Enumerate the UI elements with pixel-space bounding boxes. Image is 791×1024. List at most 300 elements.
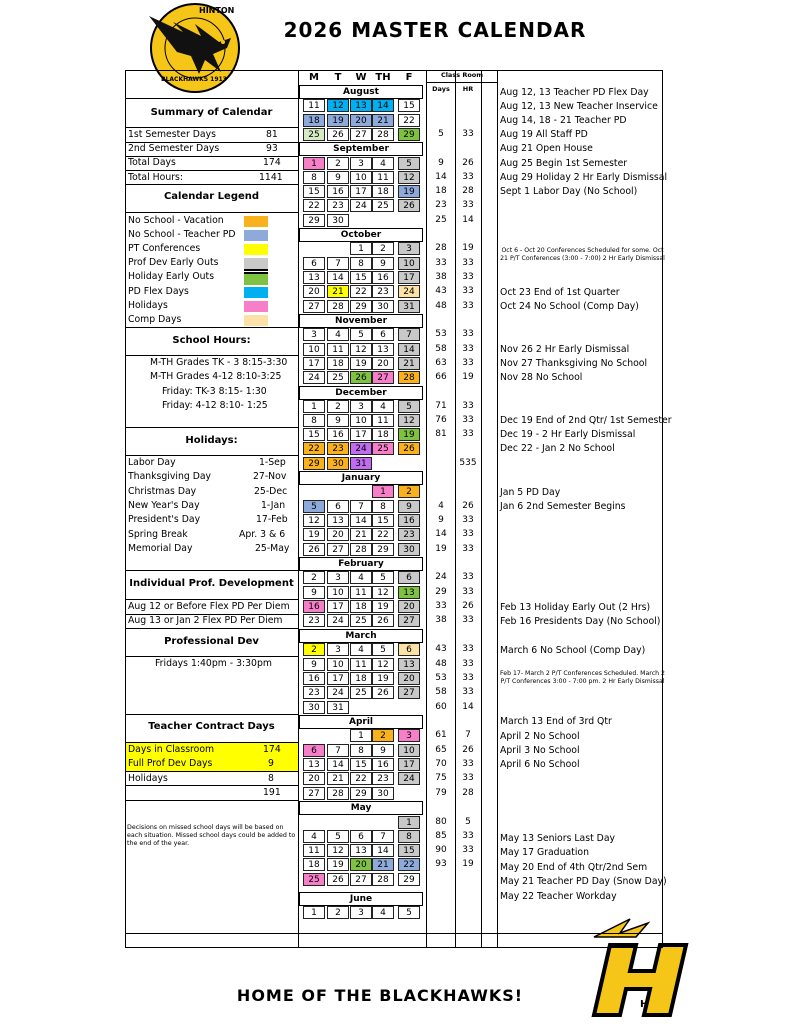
day-cell: 14 [372, 844, 394, 857]
month-header-february: February [299, 557, 423, 571]
day-cell: 23 [327, 442, 349, 455]
day-cell: 19 [398, 428, 420, 441]
event-6: Aug 25 Begin 1st Semester [500, 158, 628, 169]
day-cell: 16 [372, 758, 394, 771]
day-cell: 30 [327, 214, 349, 227]
legend-item-teacher-pd: No School - Teacher PD [128, 229, 236, 240]
legend-title: Calendar Legend [163, 191, 260, 202]
event-20: Feb 16 Presidents Day (No School) [500, 616, 661, 627]
day-cell: 24 [327, 614, 349, 627]
day-cell: 18 [303, 858, 325, 871]
legend-item-vacation: No School - Vacation [128, 215, 224, 226]
page-footer: HOME OF THE BLACKHAWKS! [236, 986, 524, 1005]
day-cell: 27 [372, 371, 394, 384]
day-cell: 14 [327, 758, 349, 771]
classroom-days: 38 [435, 615, 447, 625]
classroom-days: 14 [435, 529, 447, 539]
holiday-date-5: 17-Feb [256, 514, 288, 525]
day-cell: 7 [327, 744, 349, 757]
classroom-days: 93 [435, 859, 447, 869]
classroom-hours: 33 [462, 615, 474, 625]
day-cell: 16 [303, 672, 325, 685]
day-cell: 26 [327, 873, 349, 886]
classroom-hours: 33 [462, 587, 474, 597]
classroom-hours: 33 [462, 759, 474, 769]
day-cell: 6 [327, 500, 349, 513]
day-cell: 5 [372, 643, 394, 656]
classroom-days: 48 [435, 301, 447, 311]
day-cell: 11 [303, 844, 325, 857]
holiday-label-5: President's Day [128, 514, 201, 525]
day-cell: 1 [303, 906, 325, 919]
month-header-june: June [299, 892, 423, 906]
day-cell: 24 [350, 442, 372, 455]
event-17: Jan 5 PD Day [500, 487, 561, 498]
day-cell: 10 [350, 414, 372, 427]
day-cell: 13 [303, 758, 325, 771]
day-cell: 4 [372, 906, 394, 919]
swatch-teacher-pd [244, 230, 268, 241]
day-cell: 14 [398, 343, 420, 356]
day-cell: 28 [372, 873, 394, 886]
day-cell: 26 [398, 442, 420, 455]
day-cell: 9 [398, 500, 420, 513]
day-cell: 26 [398, 199, 420, 212]
legend-item-holiday-early: Holiday Early Outs [128, 271, 215, 282]
day-cell [327, 816, 349, 829]
day-cell [350, 214, 372, 227]
day-cell: 20 [398, 600, 420, 613]
contract-total: 191 [263, 787, 281, 798]
ipd-row-1: Aug 12 or Before Flex PD Per Diem [128, 601, 290, 612]
day-cell: 17 [350, 428, 372, 441]
day-cell: 23 [372, 285, 394, 298]
classroom-days: 5 [438, 129, 444, 139]
header-mon: M [309, 72, 319, 83]
summary-label-4: Total Hours: [128, 172, 184, 183]
day-cell: 22 [303, 199, 325, 212]
classroom-hours: 33 [462, 200, 474, 210]
event-3: Aug 14, 18 - 21 Teacher PD [500, 115, 627, 126]
day-cell: 17 [398, 271, 420, 284]
day-cell: 20 [350, 858, 372, 871]
summary-title: Summary of Calendar [150, 107, 273, 118]
day-cell: 3 [327, 643, 349, 656]
classroom-hours: 33 [462, 773, 474, 783]
holiday-label-6: Spring Break [128, 529, 188, 540]
day-cell: 27 [398, 686, 420, 699]
hours-line-1: M-TH Grades TK - 3 8:15-3:30 [150, 357, 288, 368]
day-cell: 9 [303, 586, 325, 599]
event-small-2: Feb 17- March 2 P/T Conferences Scheduled. March 2 P/T Conferences 3:00 - 7:00 pm. 2 Hr Early Dismissal [500, 670, 665, 685]
event-28: May 20 End of 4th Qtr/2nd Sem [500, 862, 648, 873]
classroom-days: 48 [435, 659, 447, 669]
day-cell: 11 [327, 343, 349, 356]
day-cell: 15 [398, 99, 420, 112]
classroom-hours: 33 [462, 529, 474, 539]
day-cell: 5 [350, 328, 372, 341]
holiday-date-1: 1-Sep [259, 457, 286, 468]
event-14: Dec 19 End of 2nd Qtr/ 1st Semester [500, 415, 672, 426]
classroom-days: 24 [435, 572, 447, 582]
legend-item-pd-early: Prof Dev Early Outs [128, 257, 219, 268]
holiday-date-3: 25-Dec [254, 486, 288, 497]
event-26: May 13 Seniors Last Day [500, 833, 616, 844]
holiday-label-7: Memorial Day [128, 543, 193, 554]
day-cell: 13 [398, 586, 420, 599]
day-cell: 10 [327, 658, 349, 671]
holiday-label-2: Thanksgiving Day [128, 471, 212, 482]
day-cell: 21 [327, 772, 349, 785]
day-cell: 22 [303, 442, 325, 455]
day-cell: 2 [303, 571, 325, 584]
contract-value-3: 8 [268, 773, 274, 784]
day-cell: 1 [350, 242, 372, 255]
day-cell: 19 [327, 858, 349, 871]
classroom-days: 9 [438, 158, 444, 168]
day-cell [372, 701, 394, 714]
profdev-line: Fridays 1:40pm - 3:30pm [155, 658, 272, 669]
hours-title: School Hours: [172, 335, 251, 346]
holidays-title: Holidays: [185, 435, 238, 446]
classroom-hours: 33 [462, 301, 474, 311]
month-header-december: December [299, 386, 423, 400]
classroom-hours: 33 [462, 129, 474, 139]
day-cell: 22 [372, 528, 394, 541]
day-cell: 2 [327, 906, 349, 919]
day-cell [303, 242, 325, 255]
month-header-may: May [299, 801, 423, 815]
day-cell: 29 [350, 787, 372, 800]
day-cell: 18 [327, 357, 349, 370]
day-cell: 4 [303, 830, 325, 843]
classroom-days: 65 [435, 745, 447, 755]
classroom-days: 61 [435, 730, 447, 740]
day-cell: 1 [398, 816, 420, 829]
day-cell: 18 [372, 428, 394, 441]
day-cell: 21 [372, 858, 394, 871]
day-cell: 1 [350, 729, 372, 742]
day-cell: 23 [303, 614, 325, 627]
day-cell [327, 242, 349, 255]
day-cell: 26 [327, 128, 349, 141]
day-cell: 25 [327, 371, 349, 384]
classroom-hours: 33 [462, 272, 474, 282]
day-cell: 2 [398, 485, 420, 498]
day-cell: 3 [350, 157, 372, 170]
header-wed: W [355, 72, 367, 83]
day-cell: 13 [372, 343, 394, 356]
day-cell: 11 [303, 99, 325, 112]
event-21: March 6 No School (Comp Day) [500, 645, 646, 656]
event-13: Nov 28 No School [500, 372, 583, 383]
day-cell: 7 [327, 257, 349, 270]
classroom-hours: 33 [462, 659, 474, 669]
holiday-date-2: 27-Nov [253, 471, 287, 482]
classroom-hours: 26 [462, 745, 474, 755]
day-cell: 19 [350, 357, 372, 370]
day-cell: 18 [372, 185, 394, 198]
day-cell: 10 [327, 586, 349, 599]
day-cell: 5 [398, 400, 420, 413]
event-15: Dec 19 - 2 Hr Early Dismissal [500, 429, 636, 440]
classroom-hours: 33 [462, 329, 474, 339]
day-cell: 15 [303, 428, 325, 441]
day-cell: 6 [372, 328, 394, 341]
day-cell: 14 [327, 271, 349, 284]
month-header-november: November [299, 314, 423, 328]
classroom-hours: 33 [462, 831, 474, 841]
classroom-hours: 33 [462, 415, 474, 425]
event-7: Aug 29 Holiday 2 Hr Early Dismissal [500, 172, 668, 183]
day-cell: 27 [303, 300, 325, 313]
day-cell: 18 [350, 672, 372, 685]
day-cell: 4 [350, 643, 372, 656]
swatch-vacation [244, 216, 268, 227]
day-cell: 15 [350, 271, 372, 284]
day-cell: 15 [303, 185, 325, 198]
day-cell: 27 [327, 543, 349, 556]
day-cell: 27 [303, 787, 325, 800]
classroom-days: 81 [435, 429, 447, 439]
classroom-hours: 33 [462, 673, 474, 683]
classroom-hours: 33 [462, 644, 474, 654]
day-cell: 3 [350, 906, 372, 919]
classroom-hours: 33 [462, 544, 474, 554]
day-cell: 12 [350, 343, 372, 356]
day-cell: 24 [303, 371, 325, 384]
day-cell: 28 [350, 543, 372, 556]
divider-events [497, 70, 498, 948]
classroom-hours: 33 [462, 845, 474, 855]
month-header-march: March [299, 629, 423, 643]
classroom-days: 71 [435, 401, 447, 411]
classroom-hours: 33 [462, 687, 474, 697]
day-cell [303, 729, 325, 742]
classroom-days: 29 [435, 587, 447, 597]
day-cell: 4 [372, 157, 394, 170]
day-cell: 11 [372, 414, 394, 427]
swatch-pd-flex [244, 287, 268, 298]
day-cell: 12 [327, 844, 349, 857]
classroom-hours: 33 [462, 172, 474, 182]
day-cell: 22 [398, 114, 420, 127]
classroom-hours: 33 [462, 572, 474, 582]
classroom-hours: 28 [462, 186, 474, 196]
classroom-days: 85 [435, 831, 447, 841]
day-cell [350, 816, 372, 829]
weekday-header [299, 71, 423, 85]
contract-title: Teacher Contract Days [148, 721, 275, 732]
classroom-days: 9 [438, 515, 444, 525]
day-cell: 1 [372, 485, 394, 498]
day-cell: 2 [303, 643, 325, 656]
classroom-days: 43 [435, 286, 447, 296]
classroom-hours: 33 [462, 258, 474, 268]
day-cell: 25 [350, 614, 372, 627]
day-cell: 9 [303, 658, 325, 671]
header-tue: T [334, 72, 342, 83]
classroom-hours: 28 [462, 788, 474, 798]
day-cell: 17 [350, 185, 372, 198]
month-header-april: April [299, 715, 423, 729]
day-cell: 4 [372, 400, 394, 413]
day-cell: 11 [350, 658, 372, 671]
day-cell: 15 [398, 844, 420, 857]
day-cell: 13 [303, 271, 325, 284]
event-12: Nov 27 Thanksgiving No School [500, 358, 648, 369]
classroom-days: 4 [438, 501, 444, 511]
logo-top-text: HINTON [199, 6, 235, 15]
day-cell: 15 [350, 758, 372, 771]
event-8: Sept 1 Labor Day (No School) [500, 186, 638, 197]
legend-item-pt-conf: PT Conferences [128, 243, 201, 254]
event-4: Aug 19 All Staff PD [500, 129, 588, 140]
classroom-hours: 26 [462, 501, 474, 511]
day-cell: 17 [327, 672, 349, 685]
classroom-days: 14 [435, 172, 447, 182]
day-cell: 13 [327, 514, 349, 527]
event-2: Aug 12, 13 New Teacher Inservice [500, 101, 658, 112]
day-cell: 7 [350, 500, 372, 513]
classroom-days: 43 [435, 644, 447, 654]
day-cell: 20 [372, 357, 394, 370]
event-5: Aug 21 Open House [500, 143, 593, 154]
contract-value-2: 9 [268, 758, 274, 769]
classroom-days: 53 [435, 673, 447, 683]
day-cell: 30 [372, 787, 394, 800]
event-18: Jan 6 2nd Semester Begins [500, 501, 626, 512]
event-23: April 2 No School [500, 731, 580, 742]
contract-label-2: Full Prof Dev Days [128, 758, 213, 769]
day-cell: 27 [350, 873, 372, 886]
day-cell: 20 [350, 114, 372, 127]
day-cell: 6 [303, 257, 325, 270]
day-cell: 8 [398, 830, 420, 843]
classroom-days: 18 [435, 186, 447, 196]
classroom-hours: 19 [462, 372, 474, 382]
day-cell [350, 701, 372, 714]
event-24: April 3 No School [500, 745, 580, 756]
classroom-days: 70 [435, 759, 447, 769]
hr-col-header: HR [462, 85, 474, 93]
day-cell [372, 816, 394, 829]
holiday-date-6: Apr. 3 & 6 [239, 529, 286, 540]
holiday-date-7: 25-May [255, 543, 290, 554]
day-cell: 28 [327, 300, 349, 313]
day-cell: 29 [398, 128, 420, 141]
day-cell: 8 [303, 414, 325, 427]
day-cell: 19 [372, 600, 394, 613]
hours-line-3: Friday: TK-3 8:15- 1:30 [162, 386, 267, 397]
classroom-hours: 535 [459, 458, 477, 468]
day-cell: 27 [398, 614, 420, 627]
day-cell [350, 485, 372, 498]
day-cell: 26 [372, 686, 394, 699]
day-cell: 22 [350, 285, 372, 298]
summary-value-1: 81 [266, 129, 278, 140]
swatch-holiday-early [244, 272, 268, 285]
day-cell: 13 [398, 658, 420, 671]
day-cell: 2 [372, 729, 394, 742]
day-cell: 7 [398, 328, 420, 341]
summary-label-2: 2nd Semester Days [128, 143, 220, 154]
day-cell: 30 [303, 701, 325, 714]
day-cell: 6 [303, 744, 325, 757]
classroom-days: 58 [435, 344, 447, 354]
day-cell: 9 [327, 414, 349, 427]
day-cell: 24 [398, 285, 420, 298]
day-cell: 22 [350, 772, 372, 785]
summary-value-4: 1141 [259, 172, 283, 183]
day-cell: 25 [303, 128, 325, 141]
day-cell: 29 [372, 543, 394, 556]
day-cell: 12 [398, 414, 420, 427]
classroom-days: 28 [435, 243, 447, 253]
classroom-days: 75 [435, 773, 447, 783]
classroom-days: 76 [435, 415, 447, 425]
day-cell: 5 [398, 906, 420, 919]
day-cell: 26 [372, 614, 394, 627]
day-cell [303, 816, 325, 829]
day-cell: 21 [350, 528, 372, 541]
divider-left [298, 70, 299, 948]
day-cell: 27 [350, 128, 372, 141]
classroom-days: 79 [435, 788, 447, 798]
day-cell: 31 [327, 701, 349, 714]
day-cell: 20 [303, 772, 325, 785]
day-cell: 1 [303, 400, 325, 413]
day-cell: 2 [372, 242, 394, 255]
day-cell: 24 [398, 772, 420, 785]
day-cell: 18 [303, 114, 325, 127]
day-cell: 21 [327, 285, 349, 298]
day-cell: 4 [327, 328, 349, 341]
event-27: May 17 Graduation [500, 847, 589, 858]
day-cell [398, 787, 420, 800]
day-cell: 16 [327, 185, 349, 198]
day-cell: 29 [350, 300, 372, 313]
holiday-date-4: 1-Jan [261, 500, 286, 511]
day-cell: 4 [350, 571, 372, 584]
day-cell: 19 [327, 114, 349, 127]
month-header-september: September [299, 142, 423, 156]
day-cell: 2 [327, 400, 349, 413]
day-cell: 16 [303, 600, 325, 613]
day-cell: 25 [372, 199, 394, 212]
classroom-days: 60 [435, 702, 447, 712]
page-title: 2026 MASTER CALENDAR [283, 18, 587, 42]
classroom-days: 38 [435, 272, 447, 282]
classroom-hours: 33 [462, 358, 474, 368]
summary-label-3: Total Days [128, 157, 176, 168]
day-cell: 23 [398, 528, 420, 541]
day-cell: 5 [372, 571, 394, 584]
days-col-header: Days [432, 85, 450, 93]
header-fri: F [405, 72, 413, 83]
day-cell: 30 [327, 457, 349, 470]
event-10: Oct 24 No School (Comp Day) [500, 301, 639, 312]
legend-item-holidays: Holidays [128, 300, 168, 311]
classroom-hours: 26 [462, 158, 474, 168]
day-cell: 8 [372, 500, 394, 513]
day-cell: 10 [398, 744, 420, 757]
day-cell: 3 [350, 400, 372, 413]
day-cell: 25 [350, 686, 372, 699]
classroom-hours: 26 [462, 601, 474, 611]
logo-bottom-text: BLACKHAWKS 1913 [161, 76, 227, 83]
day-cell: 16 [372, 271, 394, 284]
